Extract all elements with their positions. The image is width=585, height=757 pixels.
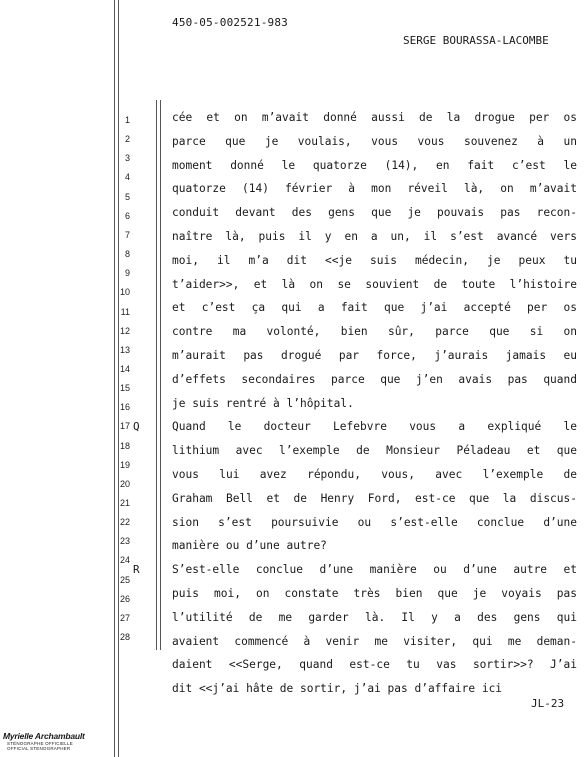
transcript-line: S’est-elle conclue d’une manière ou d’une autre et <box>172 563 577 577</box>
stenographer-logo <box>3 731 85 751</box>
transcript-line: vous lui avez répondu, vous, avec l’exemple de <box>172 468 577 481</box>
transcript-line: contre ma volonté, bien sûr, parce que si on <box>172 325 577 339</box>
line-number: 16 <box>119 402 130 413</box>
transcript-line: moment donné le quatorze (14), en fait c’est le <box>172 158 577 172</box>
line-number: 14 <box>119 363 130 374</box>
line-number: 26 <box>119 593 130 604</box>
page-identifier: JL-23 <box>531 697 565 710</box>
transcript-line: naître là, puis il y en a un, il s’est avancé vers <box>172 230 577 243</box>
line-number: 17 <box>119 421 130 432</box>
line-number: 23 <box>119 536 130 547</box>
transcript-line: d’effets secondaires parce que j’en avais pas quand <box>172 372 577 386</box>
answer-marker: R <box>133 563 140 577</box>
line-number: 3 <box>124 153 130 164</box>
line-number: 6 <box>124 210 130 221</box>
transcript-line: parce que je voulais, vous vous souvenez à un <box>172 134 577 148</box>
line-number: 27 <box>119 612 130 623</box>
stenographer-title-en: OFFICIAL STENOGRAPHER <box>7 746 71 751</box>
line-number: 5 <box>124 191 130 202</box>
line-number: 13 <box>119 344 130 355</box>
case-number: 450-05-002521-983 <box>172 16 288 29</box>
transcript-line: m’aurait pas drogué par force, j’aurais jamais eu <box>172 349 577 362</box>
transcript-line: puis moi, on constate très bien que je voyais pas <box>172 587 577 600</box>
transcript-line: quatorze (14) février à mon réveil là, on m’avait <box>172 182 577 196</box>
stenographer-name: Myrielle Archambault <box>3 731 85 741</box>
line-number: 15 <box>119 383 130 394</box>
line-number: 25 <box>119 574 130 585</box>
transcript-line: avaient commencé à venir me visiter, qui me deman- <box>172 634 577 648</box>
question-marker: Q <box>133 420 140 434</box>
transcript-line: et c’est ça qui a fait que j’ai accepté per os <box>172 301 577 315</box>
line-number: 9 <box>124 268 130 279</box>
text-margin-line-2 <box>160 100 161 650</box>
transcript-line: l’utilité de me garder là. Il y a des gens qui <box>172 610 577 624</box>
line-number: 4 <box>124 172 130 183</box>
line-number: 7 <box>124 229 130 240</box>
transcript-line: conduit devant des gens que je pouvais pas recon- <box>172 206 577 220</box>
line-number: 19 <box>119 459 130 470</box>
left-margin-line-2 <box>118 0 119 757</box>
transcript-line: manière ou d’une autre? <box>172 539 327 553</box>
line-number: 11 <box>120 306 130 317</box>
transcript-line: sion s’est poursuivie ou s’est-elle conclue d’une <box>172 515 577 529</box>
transcript-line: moi, il m’a dit <<je suis médecin, je peux tu <box>172 253 577 267</box>
line-number: 18 <box>119 440 130 451</box>
line-number: 24 <box>119 555 130 566</box>
transcript-line: Quand le docteur Lefebvre vous a expliqué le <box>172 420 577 434</box>
line-number: 8 <box>124 249 130 260</box>
left-margin-line-1 <box>114 0 115 757</box>
line-number: 28 <box>119 632 130 643</box>
transcript-line: daient <<Serge, quand est-ce tu vas sortir>>? J’ai <box>172 658 577 672</box>
line-number: 10 <box>119 287 130 298</box>
transcript-line: lithium avec l’exemple de Monsieur Péladeau et que <box>172 444 577 458</box>
transcript-line: cée et on m’avait donné aussi de la drogue per os <box>172 111 577 124</box>
line-number: 12 <box>119 325 130 336</box>
transcript-line: je suis rentré à l’hôpital. <box>172 396 354 410</box>
line-number: 1 <box>124 115 130 125</box>
stenographer-title-fr: STÉNOGRAPHE OFFICIELLE <box>7 741 73 746</box>
witness-name: SERGE BOURASSA-LACOMBE <box>403 34 549 47</box>
text-margin-line-1 <box>156 100 157 650</box>
line-number: 21 <box>119 498 130 508</box>
transcript-line: t’aider>>, et là on se souvient de toute l’histoire <box>172 277 577 291</box>
line-number: 2 <box>124 134 130 145</box>
line-number: 20 <box>119 478 130 489</box>
transcript-line: dit <<j’ai hâte de sortir, j’ai pas d’affaire ici <box>172 682 503 696</box>
line-number: 22 <box>119 517 130 528</box>
transcript-line: Graham Bell et de Henry Ford, est-ce que la discus- <box>172 491 577 505</box>
